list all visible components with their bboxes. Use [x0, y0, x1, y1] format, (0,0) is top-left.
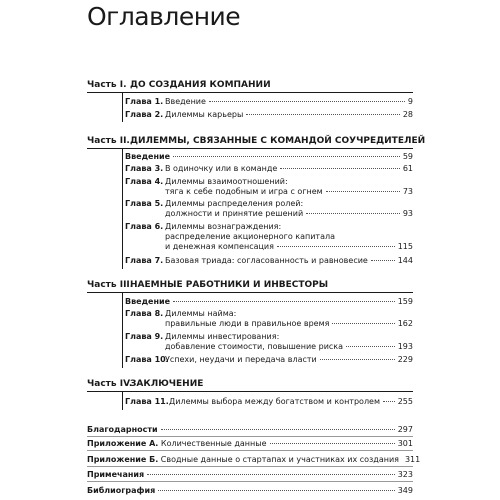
back-matter-label: Благодарности [87, 425, 158, 434]
chapter-title: Дилеммы выбора между богатством и контролем [169, 397, 381, 406]
entry-rule [87, 466, 413, 467]
chapter-bracket [122, 293, 123, 368]
entry-rule [87, 450, 413, 451]
chapter-title: Дилеммы вознаграждения: [165, 222, 282, 231]
chapter-label: Глава 2. [125, 110, 164, 119]
back-matter-label: Приложение Б. [87, 455, 159, 464]
page-number: 59 [402, 152, 413, 161]
dot-leader [173, 156, 400, 157]
part-heading [87, 379, 413, 389]
page-number: 159 [397, 297, 413, 306]
chapter-title: Дилеммы инвестирования: [165, 332, 280, 341]
part-heading [87, 136, 426, 146]
chapter-label: Глава 10. [125, 355, 169, 364]
chapter-title: тяга к себе подобным и игра с огнем [165, 187, 323, 196]
chapter-title: Успехи, неудачи и передача власти [165, 355, 317, 364]
page-number: 311 [404, 455, 421, 464]
part-heading [87, 280, 413, 290]
page-number: 115 [397, 242, 413, 251]
part-title: НАЕМНЫЕ РАБОТНИКИ И ИНВЕСТОРЫ [130, 280, 329, 290]
chapter-title: Базовая триада: согласованность и равновесие [165, 256, 368, 265]
page-number: 229 [397, 355, 413, 364]
chapter-bracket [122, 392, 123, 410]
part-rule [87, 92, 413, 93]
chapter-title: добавление стоимости, повышение риска [165, 342, 344, 351]
back-matter-title: Количественные данные [160, 439, 267, 448]
chapter-label: Глава 8. [125, 309, 164, 318]
dot-leader [326, 191, 400, 192]
page-number: 323 [397, 470, 413, 479]
chapter-bracket [122, 93, 123, 122]
back-matter-label: Библиография [87, 486, 156, 495]
dot-leader [158, 490, 394, 491]
dot-leader [320, 359, 395, 360]
chapter-label: Глава 11. [125, 397, 169, 406]
toc-entry[interactable] [87, 425, 413, 435]
toc-entry[interactable] [87, 455, 421, 465]
page-number: 349 [397, 486, 413, 495]
intro-title: Введение [125, 297, 171, 306]
chapter-title: правильные люди в правильное время [165, 319, 330, 328]
back-matter-title: Сводные данные о стартапах и участниках их создания [160, 455, 399, 464]
page-title: Оглавление [87, 2, 241, 31]
chapter-label: Глава 4. [125, 177, 164, 186]
chapter-label: Глава 6. [125, 222, 164, 231]
part-heading [87, 80, 413, 90]
back-matter-label: Приложение А. [87, 439, 159, 448]
page-number: 61 [402, 164, 413, 173]
part-rule [87, 292, 413, 293]
dot-leader [346, 346, 395, 347]
back-matter-label: Примечания [87, 470, 145, 479]
page-number: 28 [402, 110, 413, 119]
intro-title: Введение [125, 152, 171, 161]
dot-leader [306, 213, 400, 214]
dot-leader [246, 114, 400, 115]
chapter-label: Глава 1. [125, 97, 164, 106]
chapter-label: Глава 7. [125, 256, 164, 265]
part-number: Часть IV. [87, 379, 133, 389]
toc-entry[interactable] [87, 439, 413, 449]
page-number: 255 [397, 397, 413, 406]
dot-leader [371, 260, 395, 261]
page-number: 93 [402, 209, 413, 218]
chapter-title: В одиночку или в команде [165, 164, 278, 173]
part-title: ЗАКЛЮЧЕНИЕ [130, 379, 204, 389]
page-number: 9 [407, 97, 413, 106]
chapter-title: и денежная компенсация [165, 242, 274, 251]
chapter-title: Дилеммы карьеры [165, 110, 244, 119]
part-rule [87, 391, 413, 392]
chapter-title: распределение акционерного капитала [165, 232, 336, 241]
part-number: Часть II. [87, 136, 130, 146]
dot-leader [209, 101, 405, 102]
chapter-title: должности и принятие решений [165, 209, 304, 218]
chapter-label: Глава 9. [125, 332, 164, 341]
part-number: Часть I. [87, 80, 127, 90]
part-title: ДИЛЕММЫ, СВЯЗАННЫЕ С КОМАНДОЙ СОУЧРЕДИТЕЛЕЙ [130, 136, 426, 146]
dot-leader [147, 474, 395, 475]
page-number: 162 [397, 319, 413, 328]
chapter-title: Дилеммы найма: [165, 309, 237, 318]
dot-leader [277, 246, 395, 247]
page-number: 301 [397, 439, 413, 448]
part-number: Часть III. [87, 280, 134, 290]
chapter-label: Глава 5. [125, 199, 164, 208]
entry-rule [87, 436, 413, 437]
chapter-title: Дилеммы распределения ролей: [165, 199, 304, 208]
page-number: 297 [397, 425, 413, 434]
chapter-label: Глава 3. [125, 164, 164, 173]
page-number: 144 [397, 256, 413, 265]
dot-leader [332, 323, 394, 324]
entry-rule [87, 481, 413, 482]
toc-entry[interactable] [87, 486, 413, 496]
dot-leader [383, 401, 395, 402]
chapter-title: Дилеммы взаимоотношений: [165, 177, 288, 186]
dot-leader [270, 443, 395, 444]
part-title: ДО СОЗДАНИЯ КОМПАНИИ [130, 80, 271, 90]
page-number: 193 [397, 342, 413, 351]
dot-leader [280, 168, 400, 169]
page-number: 73 [402, 187, 413, 196]
dot-leader [173, 301, 395, 302]
toc-entry[interactable] [87, 470, 413, 480]
part-rule [87, 148, 413, 149]
chapter-title: Введение [165, 97, 206, 106]
dot-leader [161, 429, 395, 430]
chapter-bracket [122, 149, 123, 269]
